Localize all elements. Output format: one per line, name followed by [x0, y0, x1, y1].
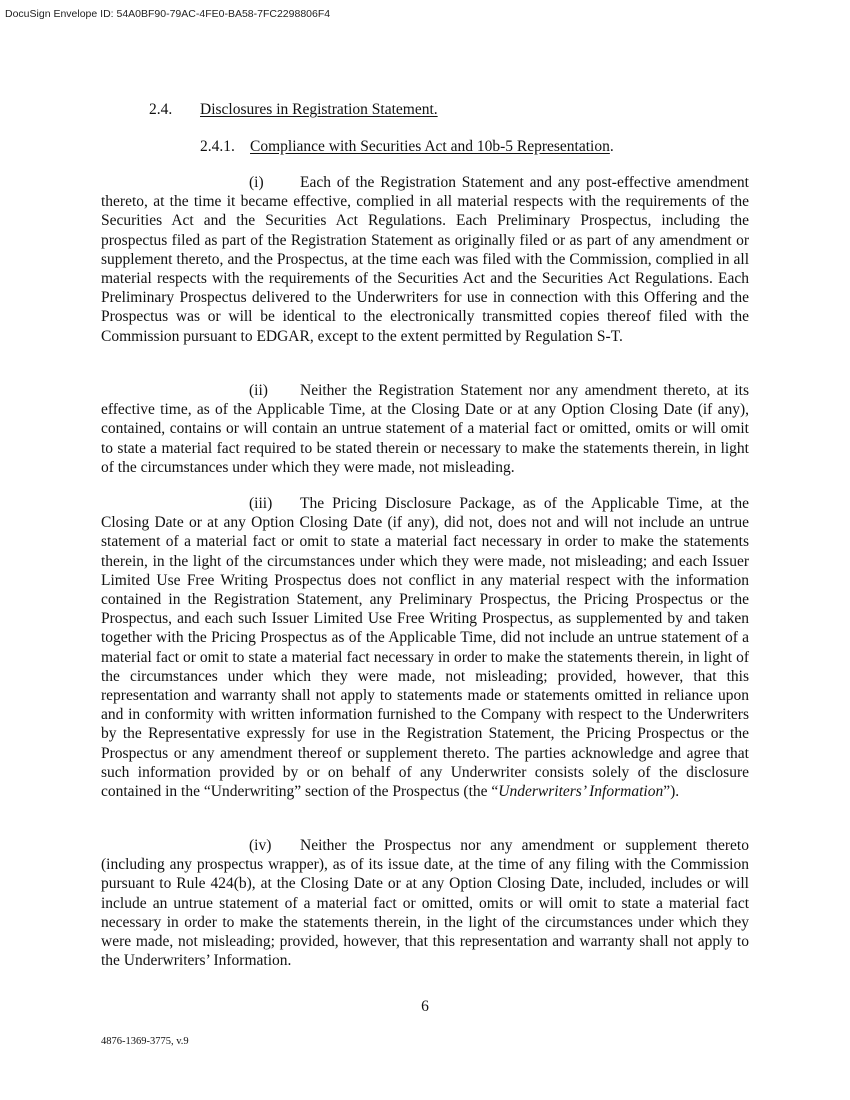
paragraph-text: Each of the Registration Statement and any post-effective amendment thereto, at the time it became effective, complied in all material respects with the requirements of the Securities Act and the Securities Act Regulations. Each Preliminary Prospectus, including the prospectus filed as part of the Registration Statement as originally filed or as part of any amendment or supplement thereto, and the Prospectus, at the time each was filed with the Commission, complied in all material respects with the requirements of the Securities Act and the Securities Act Regulations. Each Preliminary Prospectus delivered to the Underwriters for use in connection with this Offering and the Prospectus was or will be identical to the electronically transmitted copies thereof filed with the Commission pursuant to EDGAR, except to the extent permitted by Regulation S-T. — [101, 174, 749, 345]
subsection-number: 2.4.1. — [200, 138, 235, 155]
paragraph-text: The Pricing Disclosure Package, as of the Applicable Time, at the Closing Date or at any Option Closing Date (if any), did not, does not and will not include an untrue statement of a material fact or omit to state a material fact necessary in order to make the statements therein, in the light of the circumstances under which they were made, not misleading; and each Issuer Limited Use Free Writing Prospectus does not conflict in any material respect with the information contained in the Registration Statement, any Preliminary Prospectus, the Pricing Prospectus or the Prospectus, and each such Issuer Limited Use Free Writing Prospectus, as supplemented by and taken together with the Pricing Prospectus as of the Applicable Time, did not include an untrue statement of a material fact or omit to state a material fact necessary in order to make the statements therein, in light of the circumstances under which they were made, not misleading; provided, however, that this representation and warranty shall not apply to statements made or statements omitted in reliance upon and in conformity with written information furnished to the Company with respect to the Underwriters by the Representative expressly for use in the Registration Statement, the Pricing Prospectus or the Prospectus or any amendment thereof or supplement thereto. The parties acknowledge and agree that such information provided by or on behalf of any Underwriter consists solely of the disclosure contained in the “Underwriting” section of the Prospectus (the “ — [101, 495, 749, 801]
document-id: 4876-1369-3775, v.9 — [101, 1036, 189, 1047]
subsection-heading — [200, 137, 614, 156]
paragraph-ii — [101, 381, 749, 477]
paragraph-label: (ii) — [249, 382, 268, 399]
paragraph-text-end: ”). — [663, 783, 680, 801]
subsection-period: . — [609, 138, 614, 155]
paragraph-label: (iii) — [249, 495, 273, 512]
paragraph-text: Neither the Prospectus nor any amendment or supplement thereto (including any prospectus wrapper), as of its issue date, at the time of any filing with the Commission pursuant to Rule 424(b), at the Closing Date or at any Option Closing Date, included, includes or will include an untrue statement of a material fact or omitted, omits or will omit to state a material fact necessary in order to make the statements therein, in the light of the circumstances under which they were made, not misleading; provided, however, that this representation and warranty shall not apply to the Underwriters’ Information. — [101, 837, 749, 970]
section-number: 2.4. — [149, 101, 173, 118]
subsection-title: Compliance with Securities Act and 10b-5 Representation — [250, 138, 610, 155]
paragraph-iv — [101, 836, 749, 970]
paragraph-i — [101, 173, 749, 346]
paragraph-text: Neither the Registration Statement nor any amendment thereto, at its effective time, as of the Applicable Time, at the Closing Date or at any Option Closing Date (if any), contained, contains or will contain an untrue statement of a material fact or omitted, omits or will omit to state a material fact required to be stated therein or necessary to make the statements therein, in light of the circumstances under which they were made, not misleading. — [101, 382, 749, 476]
docusign-envelope-id: DocuSign Envelope ID: 54A0BF90-79AC-4FE0-BA58-7FC2298806F4 — [5, 8, 331, 20]
section-title: Disclosures in Registration Statement. — [200, 101, 438, 118]
paragraph-label: (iv) — [249, 837, 272, 854]
page-number: 6 — [421, 998, 429, 1015]
underwriters-information-term: Underwriters’ Information — [498, 783, 664, 801]
paragraph-iii — [101, 494, 749, 801]
paragraph-label: (i) — [249, 174, 264, 191]
section-heading — [149, 100, 438, 119]
